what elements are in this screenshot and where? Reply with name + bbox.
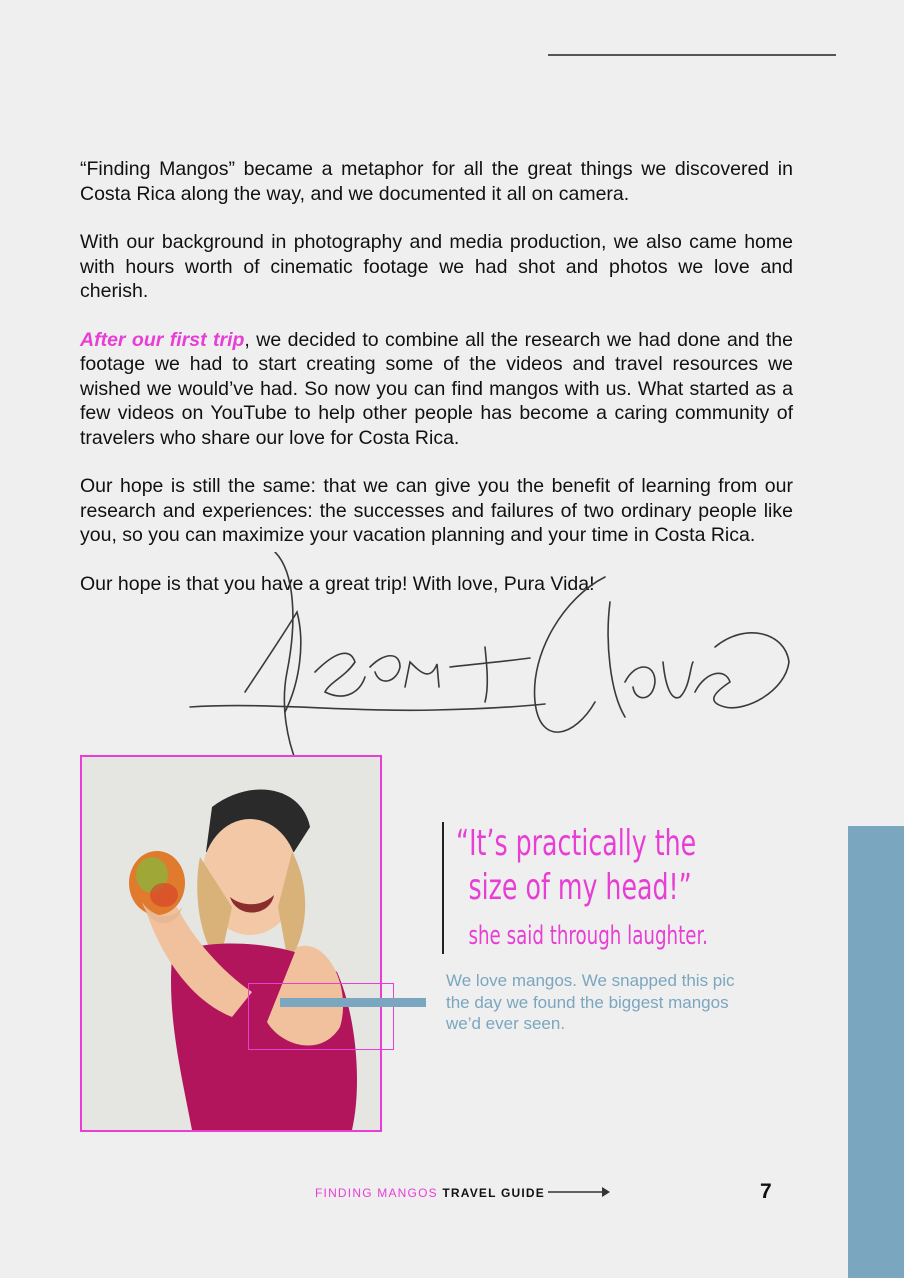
paragraph-3-rest: , we decided to combine all the research we had done and the footage we had to start creating some of the videos and travel resources we wished we would’ve had. So now you can find mangos with us. What started as a few videos on YouTube to help other people has become a caring community of travelers who share our love for Costa Rica. xyxy=(80,328,793,449)
handwritten-signature xyxy=(185,552,805,782)
paragraph-5: Our hope is that you have a great trip! With love, Pura Vida! xyxy=(80,572,595,595)
photo-caption: We love mangos. We snapped this pic the day we found the biggest mangos we’d ever seen. xyxy=(446,971,735,1033)
highlight-after-first-trip: After our first trip xyxy=(80,328,245,351)
photo-woman-with-mango xyxy=(80,755,382,1132)
accent-outline-box xyxy=(248,983,394,1050)
side-color-band xyxy=(848,826,904,1278)
intro-body-text xyxy=(80,157,793,620)
paragraph-4: Our hope is still the same: that we can give you the benefit of learning from our research and experiences: the successes and failures of two ordinary people like you, so you can maximize your vacation planning and your time in Costa Rica. xyxy=(80,475,793,546)
paragraph-1: “Finding Mangos” became a metaphor for all the great things we discovered in Costa Rica along the way, and we documented it all on camera. xyxy=(80,158,793,205)
accent-blue-bar xyxy=(280,998,426,1007)
quote-line-1: “It’s practically the xyxy=(456,823,697,864)
paragraph-3 xyxy=(80,328,793,451)
paragraph-2: With our background in photography and media production, we also came home with hours worth of cinematic footage we had shot and photos we love and cherish. xyxy=(80,231,793,302)
footer-brand xyxy=(315,1186,545,1200)
quote-line-2: size of my head!” xyxy=(468,867,692,908)
photo-illustration xyxy=(82,757,380,1130)
quote-rule xyxy=(442,822,444,954)
quote-attribution: she said through laughter. xyxy=(468,921,708,951)
pull-quote xyxy=(456,822,756,954)
page-number: 7 xyxy=(760,1180,772,1203)
arrow-right-icon xyxy=(548,1186,612,1198)
footer-guide-label: TRAVEL GUIDE xyxy=(437,1186,545,1200)
top-rule xyxy=(548,54,836,56)
footer-brand-name: FINDING MANGOS xyxy=(315,1186,438,1200)
